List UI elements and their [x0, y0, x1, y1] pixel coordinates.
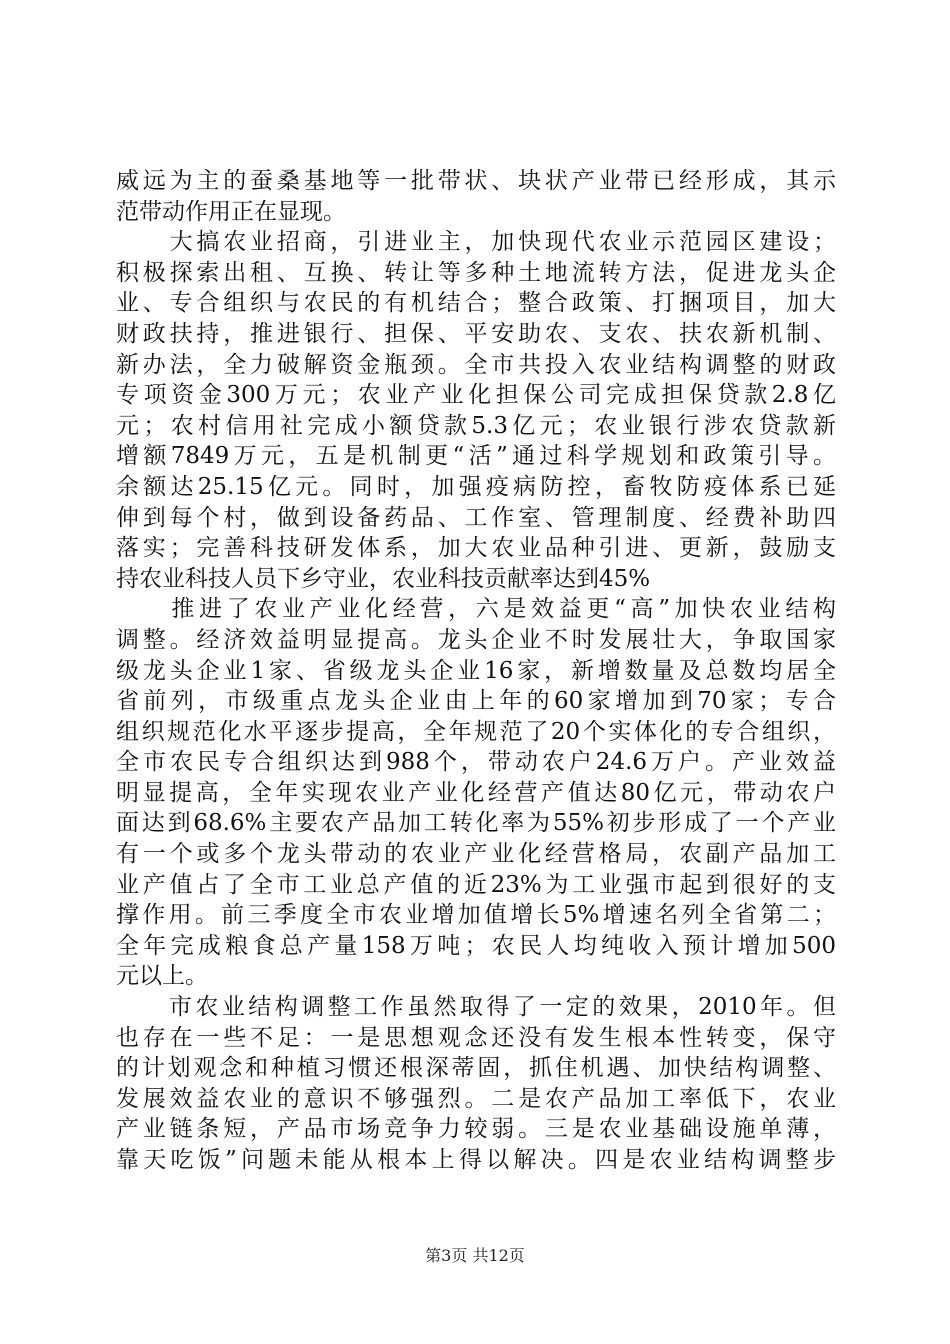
text-line: 余额达25.15亿元。同时，加强疫病防控，畜牧防疫体系已延	[116, 473, 836, 500]
body-text	[116, 166, 836, 1176]
text-line: 省前列，市级重点龙头企业由上年的60家增加到70家；专合	[116, 688, 836, 715]
text-line: 范带动作用正在显现。	[116, 198, 346, 225]
text-line: 增额7849万元，五是机制更“活”通过科学规划和政策引导。	[116, 443, 836, 470]
text-line: 落实；完善科技研发体系，加大农业品种引进、更新，鼓励支	[116, 535, 836, 562]
text-line: 业、专合组织与农民的有机结合；整合政策、打捆项目，加大	[116, 290, 836, 317]
text-line: 靠天吃饭”问题未能从根本上得以解决。四是农业结构调整步	[116, 1147, 836, 1173]
text-line: 积极探索出租、互换、转让等多种土地流转方法，促进龙头企	[116, 259, 836, 286]
text-line: 全市农民专合组织达到988个，带动农户24.6万户。产业效益	[116, 749, 836, 776]
text-line: 也存在一些不足：一是思想观念还没有发生根本性转变，保守	[116, 1024, 836, 1051]
text-line: 面达到68.6%主要农产品加工转化率为55%初步形成了一个产业	[116, 810, 836, 837]
text-line: 的计划观念和种植习惯还根深蒂固，抓住机遇、加快结构调整、	[116, 1055, 836, 1082]
text-line: 级龙头企业1家、省级龙头企业16家，新增数量及总数均居全	[116, 657, 836, 684]
text-line: 产业链条短，产品市场竞争力较弱。三是农业基础设施单薄，	[116, 1116, 836, 1143]
text-line: 威远为主的蚕桑基地等一批带状、块状产业带已经形成，其示	[116, 168, 836, 194]
text-line: 持农业科技人员下乡守业，农业科技贡献率达到45%	[116, 565, 651, 592]
text-line: 全年完成粮食总产量158万吨；农民人均纯收入预计增加500	[116, 932, 836, 959]
text-line: 组织规范化水平逐步提高，全年规范了20个实体化的专合组织，	[116, 718, 836, 745]
page-footer	[0, 1243, 950, 1266]
text-line: 明显提高，全年实现农业产业化经营产值达80亿元，带动农户	[116, 779, 836, 806]
text-line: 调整。经济效益明显提高。龙头企业不时发展壮大，争取国家	[116, 626, 836, 653]
text-line: 市农业结构调整工作虽然取得了一定的效果，2010年。但	[116, 994, 836, 1021]
text-line: 推进了农业产业化经营，六是效益更“高”加快农业结构	[116, 596, 836, 623]
text-line: 撑作用。前三季度全市农业增加值增长5%增速名列全省第二；	[116, 902, 836, 929]
text-line: 元；农村信用社完成小额贷款5.3亿元；农业银行涉农贷款新	[116, 412, 836, 439]
text-line: 业产值占了全市工业总产值的近23%为工业强市起到很好的支	[116, 871, 836, 898]
text-line: 有一个或多个龙头带动的农业产业化经营格局，农副产品加工	[116, 841, 836, 868]
text-line: 财政扶持，推进银行、担保、平安助农、支农、扶农新机制、	[116, 320, 836, 347]
text-line: 元以上。	[116, 963, 208, 990]
text-line: 新办法，全力破解资金瓶颈。全市共投入农业结构调整的财政	[116, 351, 836, 378]
text-line: 大搞农业招商，引进业主，加快现代农业示范园区建设；	[116, 229, 836, 256]
text-line: 专项资金300万元；农业产业化担保公司完成担保贷款2.8亿	[116, 382, 836, 409]
text-line: 发展效益农业的意识不够强烈。二是农产品加工率低下，农业	[116, 1085, 836, 1112]
page-number-label: 第3页 共12页	[425, 1246, 525, 1265]
text-line: 伸到每个村，做到设备药品、工作室、管理制度、经费补助四	[116, 504, 836, 531]
